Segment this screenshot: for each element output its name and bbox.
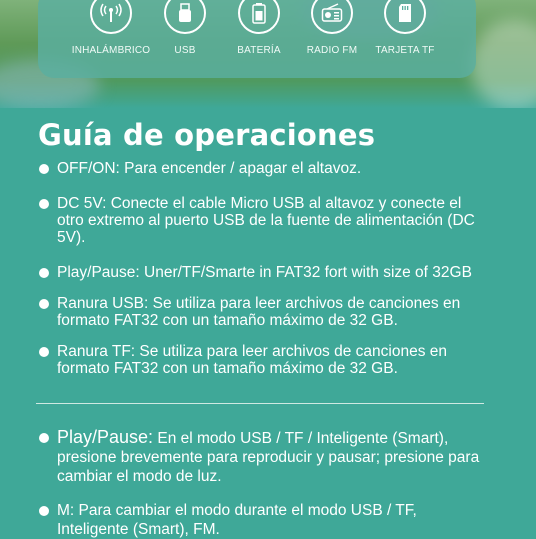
list-item — [38, 195, 488, 246]
list-item-text: Play/Pause: Uner/TF/Smarte in FAT32 fort with size of 32GB — [57, 264, 472, 281]
feature-label: USB — [174, 45, 196, 56]
wireless-icon — [90, 0, 132, 34]
battery-icon — [238, 0, 280, 34]
control-text: M: Para cambiar el modo durante el modo USB / TF, Inteligente (Smart), FM. — [57, 502, 417, 538]
photo-blur-shape — [470, 20, 536, 108]
bullet-icon — [39, 268, 49, 278]
bullet-icon — [39, 299, 49, 309]
list-item — [38, 428, 488, 486]
list-item-text: Ranura USB: Se utiliza para leer archivos de canciones en formato FAT32 con un tamaño máximo de 32 GB. — [57, 295, 461, 329]
feature-label: TARJETA TF — [375, 45, 435, 56]
radio-icon — [311, 0, 353, 34]
bullet-icon — [39, 347, 49, 357]
bullet-icon — [39, 199, 49, 209]
list-item-text: Ranura TF: Se utiliza para leer archivos de canciones en formato FAT32 con un tamaño máximo de 32 GB. — [57, 343, 448, 377]
sd-card-icon — [384, 0, 426, 34]
divider — [36, 403, 484, 404]
list-item — [38, 160, 488, 177]
control-key: Play/Pause: — [57, 427, 154, 447]
usb-icon — [164, 0, 206, 34]
feature-label: BATERÍA — [237, 45, 281, 56]
bullet-icon — [39, 433, 49, 443]
list-item — [38, 343, 488, 377]
control-text: En el modo USB / TF / Inteligente (Smart), presione brevemente para reproducir y pausar; presione para cambiar el modo de luz. — [57, 430, 480, 485]
features-row — [38, 0, 476, 70]
operations-list — [38, 160, 488, 377]
list-item — [38, 264, 488, 281]
list-item-text: DC 5V: Conecte el cable Micro USB al altavoz y conecte el otro extremo al puerto USB de la fuente de alimentación (DC 5V). — [57, 195, 475, 246]
list-item — [38, 501, 488, 539]
feature-sd-card — [360, 0, 450, 56]
list-item-text: OFF/ON: Para encender / apagar el altavoz. — [57, 160, 362, 177]
feature-label: INHALÁMBRICO — [71, 45, 151, 56]
bullet-icon — [39, 506, 49, 516]
section-title: Guía de operaciones — [38, 118, 376, 152]
bullet-icon — [39, 164, 49, 174]
controls-list — [38, 428, 488, 539]
list-item — [38, 295, 488, 329]
feature-label: RADIO FM — [306, 45, 358, 56]
